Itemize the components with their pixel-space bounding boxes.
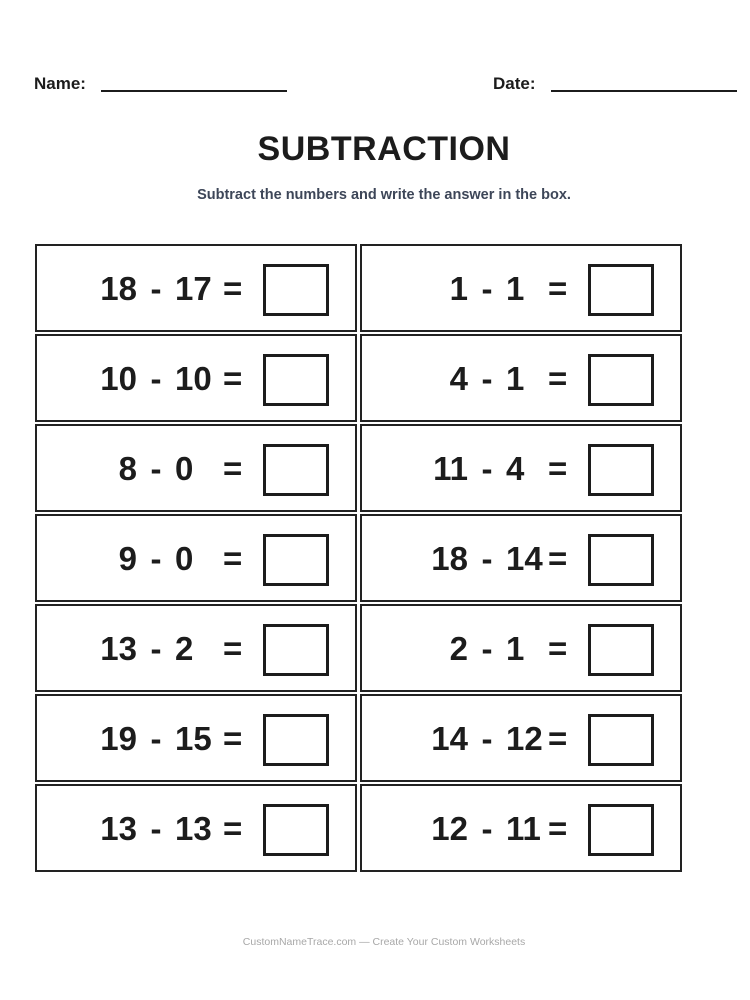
minuend: 19 bbox=[100, 720, 137, 757]
minuend: 13 bbox=[100, 630, 137, 667]
equals-sign: = bbox=[548, 360, 568, 397]
minuend: 4 bbox=[449, 360, 468, 397]
problem-cell bbox=[35, 334, 357, 422]
problem-cell bbox=[360, 514, 682, 602]
minuend: 11 bbox=[433, 450, 468, 487]
subtrahend: 4 bbox=[506, 450, 525, 487]
problem-cell bbox=[360, 784, 682, 872]
minus-sign: - bbox=[150, 810, 162, 847]
answer-box[interactable] bbox=[263, 354, 329, 406]
minus-sign: - bbox=[481, 270, 493, 307]
minuend: 14 bbox=[431, 720, 468, 757]
problem-cell bbox=[360, 244, 682, 332]
answer-box[interactable] bbox=[588, 354, 654, 406]
minuend: 18 bbox=[431, 540, 468, 577]
equals-sign: = bbox=[548, 540, 568, 577]
problem-expression bbox=[69, 360, 223, 398]
subtrahend: 14 bbox=[506, 540, 543, 577]
problem-cell bbox=[360, 694, 682, 782]
equals-sign: = bbox=[223, 450, 243, 487]
answer-box[interactable] bbox=[588, 714, 654, 766]
footer-credit: CustomNameTrace.com — Create Your Custom Worksheets bbox=[242, 936, 526, 948]
problem-expression bbox=[69, 270, 223, 308]
minus-sign: - bbox=[481, 630, 493, 667]
equals-sign: = bbox=[223, 720, 243, 757]
subtrahend: 0 bbox=[175, 450, 194, 487]
problem-expression bbox=[69, 630, 223, 668]
problem-cell bbox=[360, 604, 682, 692]
minuend: 8 bbox=[118, 450, 137, 487]
date-label: Date: bbox=[493, 74, 536, 93]
minuend: 10 bbox=[100, 360, 137, 397]
minus-sign: - bbox=[150, 360, 162, 397]
problem-cell bbox=[35, 244, 357, 332]
problem-expression bbox=[400, 720, 554, 758]
page-title: SUBTRACTION bbox=[257, 130, 511, 168]
name-field[interactable] bbox=[101, 90, 287, 92]
answer-box[interactable] bbox=[263, 444, 329, 496]
minuend: 13 bbox=[100, 810, 137, 847]
equals-sign: = bbox=[223, 540, 243, 577]
answer-box[interactable] bbox=[263, 264, 329, 316]
problem-expression bbox=[69, 540, 223, 578]
subtrahend: 12 bbox=[506, 720, 543, 757]
subtrahend: 13 bbox=[175, 810, 212, 847]
minuend: 12 bbox=[431, 810, 468, 847]
header-row bbox=[0, 74, 750, 98]
minus-sign: - bbox=[150, 450, 162, 487]
problem-cell bbox=[35, 694, 357, 782]
minus-sign: - bbox=[150, 630, 162, 667]
equals-sign: = bbox=[548, 810, 568, 847]
subtrahend: 2 bbox=[175, 630, 194, 667]
minuend: 1 bbox=[449, 270, 468, 307]
problem-cell bbox=[35, 514, 357, 602]
problem-expression bbox=[400, 810, 554, 848]
name-label: Name: bbox=[34, 74, 86, 93]
subtrahend: 1 bbox=[506, 360, 525, 397]
minuend: 18 bbox=[100, 270, 137, 307]
minus-sign: - bbox=[150, 540, 162, 577]
answer-box[interactable] bbox=[588, 624, 654, 676]
answer-box[interactable] bbox=[263, 804, 329, 856]
answer-box[interactable] bbox=[588, 804, 654, 856]
subtrahend: 17 bbox=[175, 270, 212, 307]
subtrahend: 10 bbox=[175, 360, 212, 397]
equals-sign: = bbox=[223, 810, 243, 847]
equals-sign: = bbox=[548, 630, 568, 667]
answer-box[interactable] bbox=[263, 714, 329, 766]
minus-sign: - bbox=[481, 720, 493, 757]
problem-cell bbox=[35, 604, 357, 692]
subtrahend: 11 bbox=[506, 810, 541, 847]
problem-cell bbox=[360, 424, 682, 512]
subtrahend: 1 bbox=[506, 270, 525, 307]
minus-sign: - bbox=[481, 450, 493, 487]
answer-box[interactable] bbox=[263, 534, 329, 586]
problem-grid bbox=[35, 244, 683, 872]
problem-cell bbox=[35, 424, 357, 512]
problem-expression bbox=[69, 450, 223, 488]
answer-box[interactable] bbox=[588, 534, 654, 586]
equals-sign: = bbox=[223, 630, 243, 667]
problem-expression bbox=[400, 630, 554, 668]
problem-expression bbox=[400, 360, 554, 398]
equals-sign: = bbox=[548, 720, 568, 757]
instructions: Subtract the numbers and write the answer in the box. bbox=[197, 187, 571, 203]
minus-sign: - bbox=[150, 720, 162, 757]
problem-expression bbox=[69, 720, 223, 758]
date-field[interactable] bbox=[551, 90, 737, 92]
minus-sign: - bbox=[481, 540, 493, 577]
subtrahend: 1 bbox=[506, 630, 525, 667]
minus-sign: - bbox=[481, 810, 493, 847]
subtrahend: 0 bbox=[175, 540, 194, 577]
subtrahend: 15 bbox=[175, 720, 212, 757]
answer-box[interactable] bbox=[588, 264, 654, 316]
problem-cell bbox=[35, 784, 357, 872]
equals-sign: = bbox=[548, 270, 568, 307]
problem-expression bbox=[400, 270, 554, 308]
problem-cell bbox=[360, 334, 682, 422]
minuend: 9 bbox=[118, 540, 137, 577]
equals-sign: = bbox=[223, 270, 243, 307]
answer-box[interactable] bbox=[588, 444, 654, 496]
equals-sign: = bbox=[223, 360, 243, 397]
answer-box[interactable] bbox=[263, 624, 329, 676]
minus-sign: - bbox=[481, 360, 493, 397]
equals-sign: = bbox=[548, 450, 568, 487]
problem-expression bbox=[400, 540, 554, 578]
minus-sign: - bbox=[150, 270, 162, 307]
problem-expression bbox=[400, 450, 554, 488]
minuend: 2 bbox=[449, 630, 468, 667]
problem-expression bbox=[69, 810, 223, 848]
